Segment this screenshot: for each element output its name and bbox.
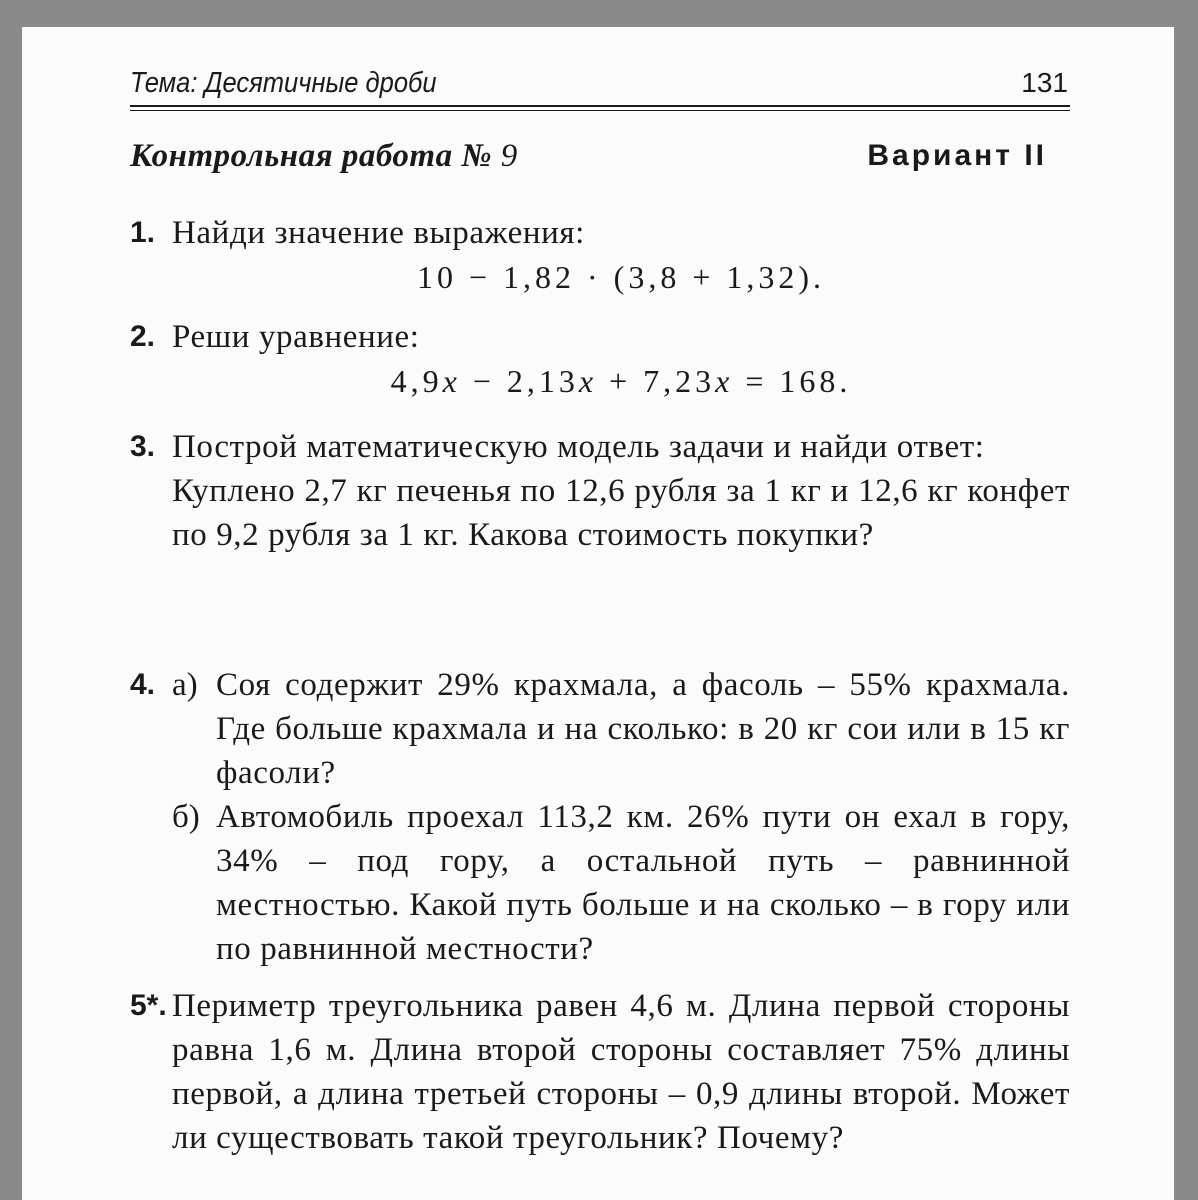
subtask-text: Автомобиль проехал 113,2 км. 26% пути он ехал в гору, 34% – под гору, а остальной путь – равнинной местностью. Какой путь больше и на сколько – в гору или по равнинной местности? — [216, 799, 1070, 967]
page-header — [130, 67, 1068, 107]
task-number: 4. — [130, 668, 156, 701]
subtask-label: а) — [172, 667, 198, 703]
task-text: Периметр треугольника равен 4,6 м. Длина первой стороны равна 1,6 м. Длина второй стороны составляет 75% длины первой, а длина третьей стороны – 0,9 длины второй. Может ли существовать такой треугольник? Почему? — [172, 988, 1070, 1156]
test-title: Контрольная работа № 9 — [130, 138, 518, 174]
task-text: Реши уравнение: — [172, 319, 420, 355]
equation: 4,9x − 2,13x + 7,23x = 168. — [390, 363, 852, 399]
variant-label: Вариант II — [867, 139, 1047, 172]
task-3 — [130, 425, 1070, 557]
task-number: 3. — [130, 430, 156, 463]
expression: 10 − 1,82 · (3,8 + 1,32). — [416, 259, 826, 295]
task-number: 2. — [130, 320, 156, 353]
subtask-a — [172, 663, 1070, 795]
task-5 — [130, 984, 1070, 1160]
task-number: 5*. — [130, 989, 167, 1022]
subtask-b — [172, 795, 1070, 971]
subtask-text: Соя содержит 29% крахмала, а фасоль – 55% крахмала. Где больше крахмала и на сколько: в 20 кг сои или в 15 кг фасоли? — [216, 667, 1070, 791]
header-rule-thin — [130, 110, 1070, 111]
task-text: Построй математическую модель задачи и найди ответ: — [172, 429, 985, 465]
page-number: 131 — [1021, 67, 1068, 98]
task-2 — [130, 315, 1070, 403]
subtask-label: б) — [172, 799, 200, 835]
task-text: Найди значение выражения: — [172, 215, 585, 251]
task-4 — [130, 663, 1070, 971]
header-rule — [130, 105, 1070, 107]
task-problem: Куплено 2,7 кг печенья по 12,6 рубля за 1 кг и 12,6 кг конфет по 9,2 рубля за 1 кг. Какова стоимость покупки? — [172, 473, 1070, 553]
textbook-page — [22, 27, 1174, 1200]
topic-heading: Тема: Десятичные дроби — [130, 67, 437, 99]
task-number: 1. — [130, 216, 156, 249]
test-number: 9 — [500, 138, 518, 174]
task-1 — [130, 211, 1070, 299]
